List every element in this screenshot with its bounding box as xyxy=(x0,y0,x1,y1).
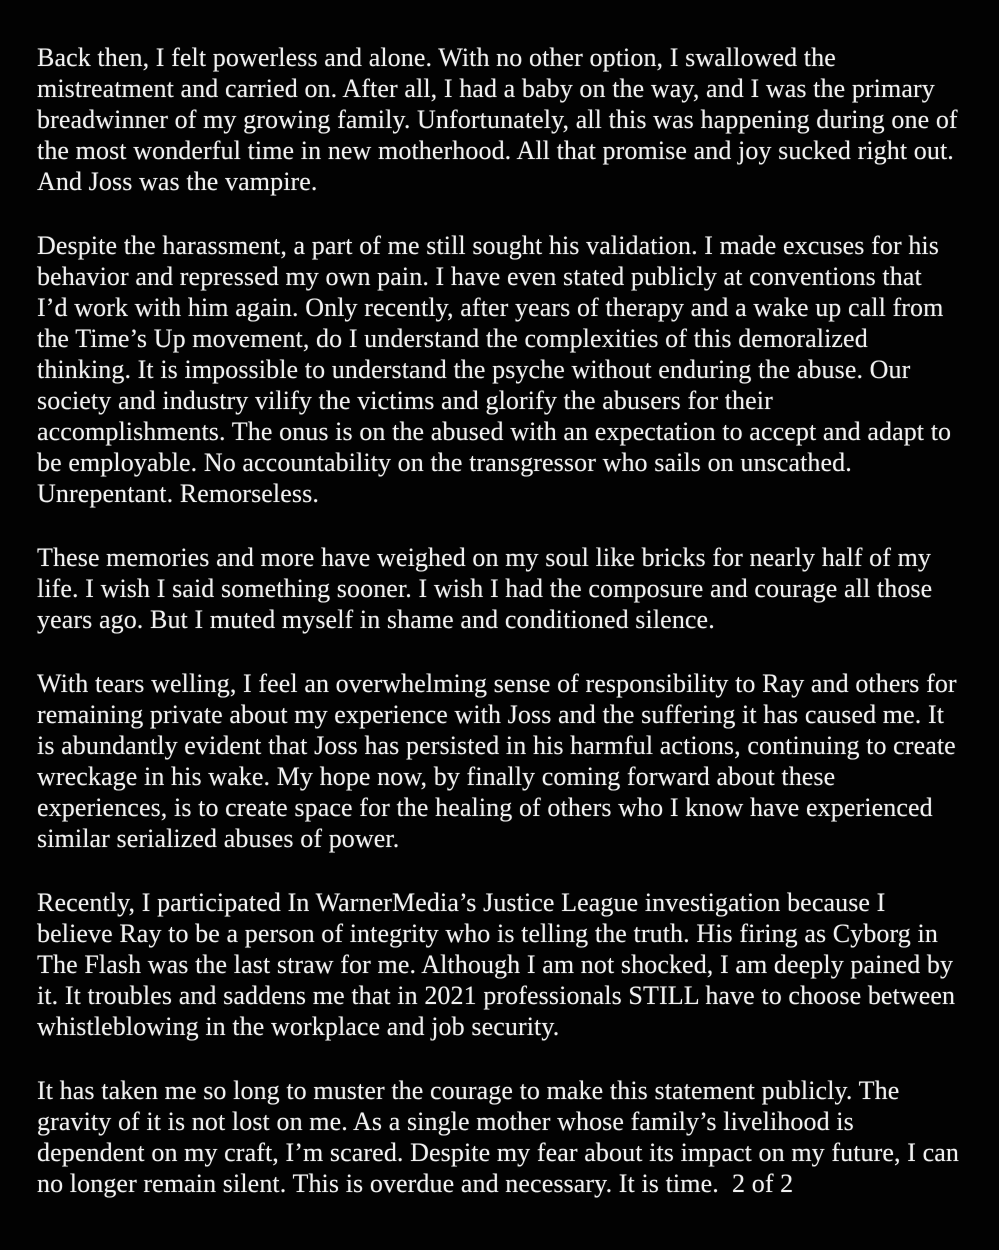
statement-paragraph-4: With tears welling, I feel an overwhelming sense of responsibility to Ray and others for remaining private about my experience with Joss and the suffering it has caused me. It is abundantly evident that Joss has persisted in his harmful actions, continuing to create wreckage in his wake. My hope now, by finally coming forward about these experiences, is to create space for the healing of others who I know have experienced similar serialized abuses of power. xyxy=(37,669,957,853)
statement-paragraph-2: Despite the harassment, a part of me still sought his validation. I made excuses for his behavior and repressed my own pain. I have even stated publicly at conventions that I’d work with him again. Only recently, after years of therapy and a wake up call from the Time’s Up movement, do I understand the complexities of this demoralized thinking. It is impossible to understand the psyche without enduring the abuse. Our society and industry vilify the victims and glorify the abusers for their accomplishments. The onus is on the abused with an expectation to accept and adapt to be employable. No accountability on the transgressor who sails on unscathed. Unrepentant. Remorseless. xyxy=(37,231,952,508)
statement-paragraph-5: Recently, I participated In WarnerMedia’s Justice League investigation because I believe Ray to be a person of integrity who is telling the truth. His firing as Cyborg in The Flash was the last straw for me. Although I am not shocked, I am deeply pained by it. It troubles and saddens me that in 2021 professionals STILL have to choose between whistleblowing in the workplace and job security. xyxy=(37,888,956,1041)
statement-paragraph-6-text: It has taken me so long to muster the courage to make this statement publicly. The gravity of it is not lost on me. As a single mother whose family’s livelihood is dependent on my craft, I’m scared. Despite my fear about its impact on my future, I can no longer remain silent. This is overdue and necessary. It is time. xyxy=(37,1076,959,1198)
statement-paragraph-6 xyxy=(37,1075,959,1199)
statement-paragraph-3: These memories and more have weighed on my soul like bricks for nearly half of my life. I wish I said something sooner. I wish I had the composure and courage all those years ago. But I muted myself in shame and conditioned silence. xyxy=(37,543,933,634)
page-indicator-value: 2 of 2 xyxy=(732,1169,794,1198)
statement-paragraph-1: Back then, I felt powerless and alone. With no other option, I swallowed the mistreatment and carried on. After all, I had a baby on the way, and I was the primary breadwinner of my growing family. Unfortunately, all this was happening during one of the most wonderful time in new motherhood. All that promise and joy sucked right out. And Joss was the vampire. xyxy=(37,43,958,196)
page-indicator xyxy=(719,1169,732,1198)
